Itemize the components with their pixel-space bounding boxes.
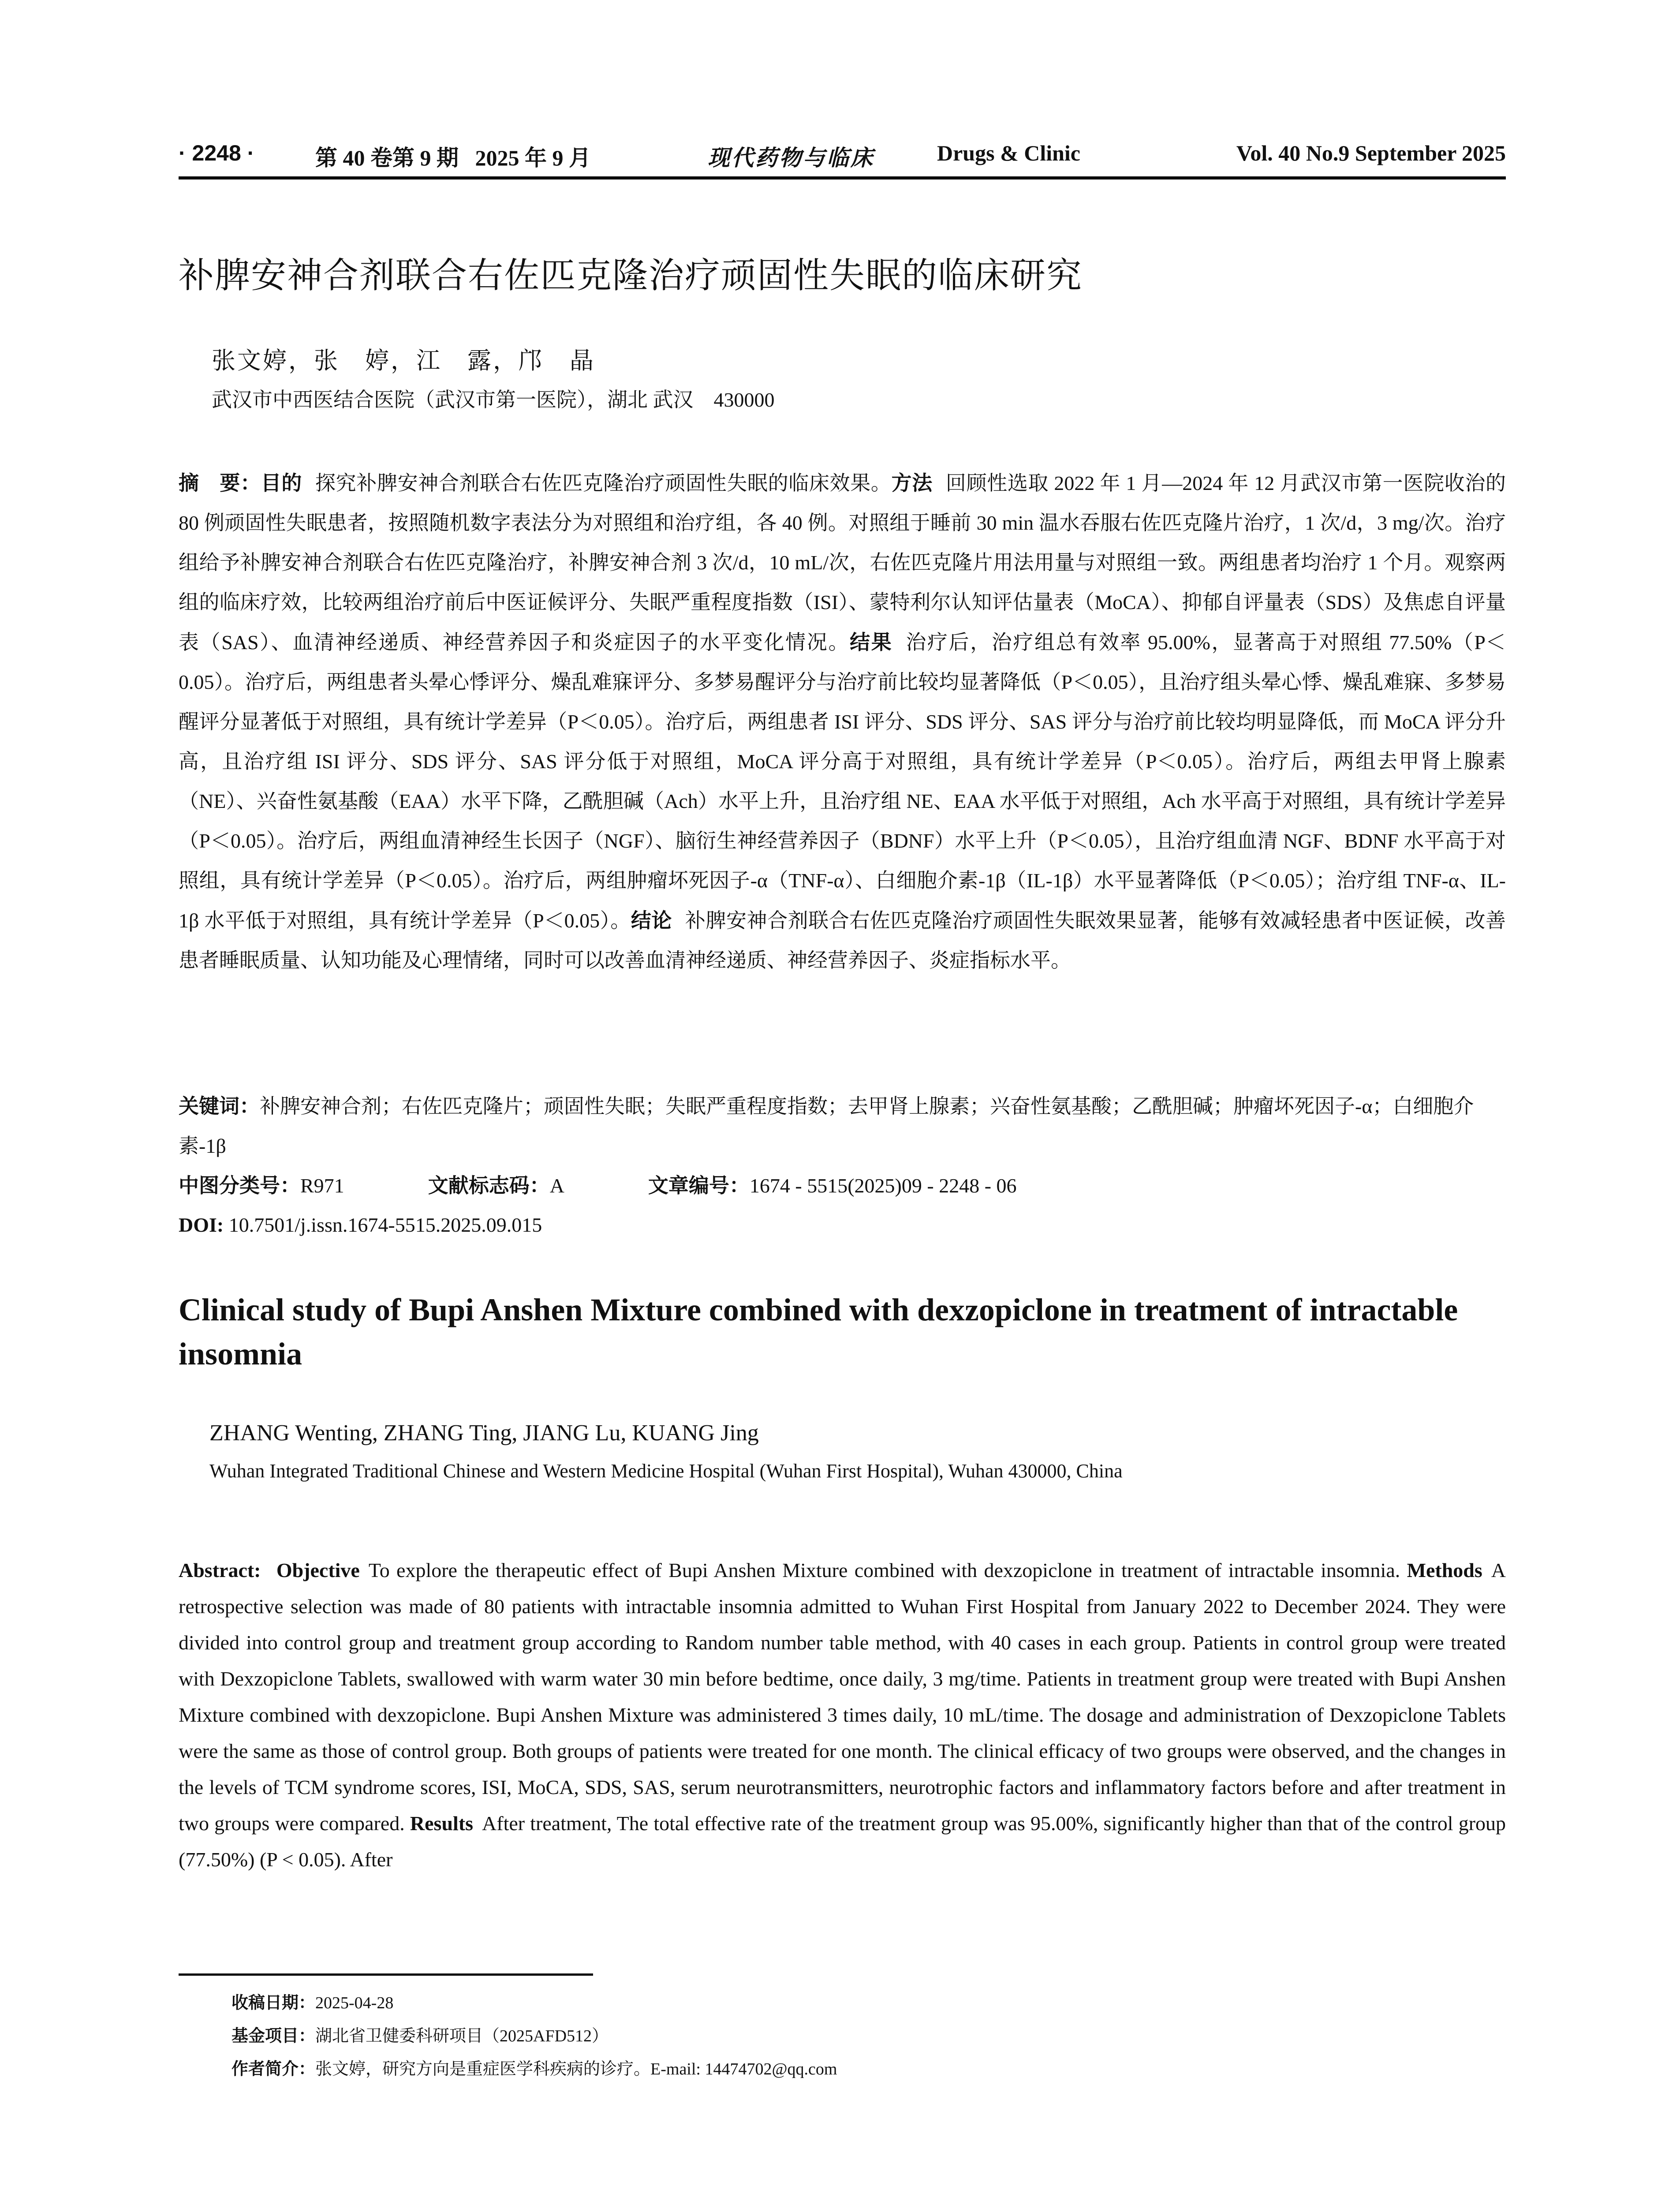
article-no-value: 1674 - 5515(2025)09 - 2248 - 06: [749, 1174, 1017, 1197]
header-rule: [179, 176, 1506, 179]
doc-code-value: A: [549, 1174, 564, 1197]
abstract-en-label: Abstract:: [179, 1559, 261, 1581]
author-bio: [231, 2055, 837, 2079]
received-label: 收稿日期：: [231, 1993, 316, 2012]
doi-link[interactable]: 10.7501/j.issn.1674-5515.2025.09.015: [228, 1214, 542, 1236]
article-number: [648, 1166, 1017, 1206]
affiliation-cn: 武汉市中西医结合医院（武汉市第一医院），湖北 武汉 430000: [212, 389, 775, 411]
objective-text: 探究补脾安神合剂联合右佐匹克隆治疗顽固性失眠的临床效果。: [315, 472, 892, 494]
classification-line: [179, 1166, 1101, 1206]
clc-number: [179, 1166, 344, 1206]
methods-en-text: A retrospective selection was made of 80 patients with intractable insomnia admitted to Wuhan First Hospital from January 2022 to December 2024. They were divided into control group and treatment group according to Random number table method, with 40 cases in each group. Patients in control group were treated with Dexzopiclone Tablets, swallowed with warm water 30 min before bedtime, once daily, 3 mg/time. Patients in treatment group were treated with Bupi Anshen Mixture combined with dexzopiclone. Bupi Anshen Mixture was administered 3 times daily, 10 mL/time. The dosage and administration of Dexzopiclone Tablets were the same as those of control group. Both groups of patients were treated for one month. The clinical efficacy of two groups were observed, and the changes in the levels of TCM syndrome scores, ISI, MoCA, SDS, SAS, serum neurotransmitters, neurotrophic factors and inflammatory factors before and after treatment in two groups were compared.: [179, 1559, 1506, 1835]
keywords-label: 关键词：: [179, 1094, 260, 1118]
methods-en-label: Methods: [1407, 1559, 1482, 1581]
document-code: [428, 1166, 564, 1206]
fund-value: 湖北省卫健委科研项目（2025AFD512）: [315, 2027, 609, 2045]
methods-text: 回顾性选取 2022 年 1 月—2024 年 12 月武汉市第一医院收治的 80 例顽固性失眠患者，按照随机数字表法分为对照组和治疗组，各 40 例。对照组于睡前 30 min 温水吞服右佐匹克隆片治疗，1 次/d，3 mg/次。治疗组给予补脾安神合剂联合右佐匹克隆治疗，补脾安神合剂 3 次/d，10 mL/次，右佐匹克隆片用法用量与对照组一致。两组患者均治疗 1 个月。观察两组的临床疗效，比较两组治疗前后中医证候评分、失眠严重程度指数（ISI）、蒙特利尔认知评估量表（MoCA）、抑郁自评量表（SDS）及焦虑自评量表（SAS）、血清神经递质、神经营养因子和炎症因子的水平变化情况。: [179, 472, 1506, 654]
author-bio-value: 张文婷，研究方向是重症医学科疾病的诊疗。E-mail: 14474702@qq.com: [315, 2060, 837, 2078]
doi-line: [179, 1205, 542, 1245]
results-text: 治疗后，治疗组总有效率 95.00%，显著高于对照组 77.50%（P＜0.05）。治疗后，两组患者头晕心悸评分、燥乱难寐评分、多梦易醒评分与治疗前比较均显著降低（P＜0.05），且治疗组头晕心悸、燥乱难寐、多梦易醒评分显著低于对照组，具有统计学差异（P＜0.05）。治疗后，两组患者 ISI 评分、SDS 评分、SAS 评分与治疗前比较均明显降低，而 MoCA 评分升高，且治疗组 ISI 评分、SDS 评分、SAS 评分低于对照组，MoCA 评分高于对照组，具有统计学差异（P＜0.05）。治疗后，两组去甲肾上腺素（NE）、兴奋性氨基酸（EAA）水平下降，乙酰胆碱（Ach）水平上升，且治疗组 NE、EAA 水平低于对照组，Ach 水平高于对照组，具有统计学差异（P＜0.05）。治疗后，两组血清神经生长因子（NGF）、脑衍生神经营养因子（BDNF）水平上升（P＜0.05），且治疗组血清 NGF、BDNF 水平高于对照组，具有统计学差异（P＜0.05）。治疗后，两组肿瘤坏死因子-α（TNF-α）、白细胞介素-1β（IL-1β）水平显著降低（P＜0.05）；治疗组 TNF-α、IL-1β 水平低于对照组，具有统计学差异（P＜0.05）。: [179, 631, 1506, 932]
authors-en: ZHANG Wenting, ZHANG Ting, JIANG Lu, KUANG Jing: [209, 1420, 759, 1446]
results-label: 结果: [850, 630, 893, 654]
received-date: [231, 1989, 393, 2013]
doc-code-label: 文献标志码：: [428, 1174, 550, 1197]
affiliation-en: Wuhan Integrated Traditional Chinese and Western Medicine Hospital (Wuhan First Hospital), Wuhan 430000, China: [209, 1460, 1123, 1482]
objective-en-text: To explore the therapeutic effect of Bupi Anshen Mixture combined with dexzopiclone in treatment of intractable insomnia.: [368, 1559, 1400, 1581]
keywords-text: 补脾安神合剂；右佐匹克隆片；顽固性失眠；失眠严重程度指数；去甲肾上腺素；兴奋性氨基酸；乙酰胆碱；肿瘤坏死因子-α；白细胞介素-1β: [179, 1095, 1474, 1157]
volume-issue-en: Vol. 40 No.9 September 2025: [1236, 141, 1506, 165]
abstract-cn: [179, 463, 1506, 980]
objective-en-label: Objective: [276, 1559, 360, 1581]
results-en-label: Results: [410, 1812, 474, 1835]
conclusion-label: 结论: [631, 908, 672, 932]
received-value: 2025-04-28: [315, 1994, 394, 2012]
journal-name-en: Drugs & Clinic: [937, 141, 1080, 165]
abstract-en: [179, 1552, 1506, 1878]
running-header: [179, 140, 1506, 171]
clc-label: 中图分类号：: [179, 1174, 300, 1197]
title-cn: 补脾安神合剂联合右佐匹克隆治疗顽固性失眠的临床研究: [179, 255, 1083, 296]
footnote-rule: [179, 1973, 593, 1976]
clc-value: R971: [300, 1174, 344, 1197]
fund-label: 基金项目：: [231, 2026, 316, 2045]
methods-label: 方法: [891, 471, 933, 495]
volume-issue-cn: 第 40 卷第 9 期 2025 年 9 月: [315, 146, 591, 170]
conclusion-text: 补脾安神合剂联合右佐匹克隆治疗顽固性失眠效果显著，能够有效减轻患者中医证候，改善患者睡眠质量、认知功能及心理情绪，同时可以改善血清神经递质、神经营养因子、炎症指标水平。: [179, 909, 1506, 972]
author-bio-label: 作者简介：: [231, 2059, 316, 2078]
journal-name-cn: 现代药物与临床: [708, 146, 874, 170]
page-number: · 2248 ·: [179, 141, 255, 165]
results-en-text: After treatment, The total effective rate of the treatment group was 95.00%, significantly higher than that of the control group (77.50%) (P < 0.05). After: [179, 1812, 1506, 1871]
keywords-cn: [179, 1086, 1506, 1166]
title-en: Clinical study of Bupi Anshen Mixture combined with dexzopiclone in treatment of intractable insomnia: [179, 1292, 1458, 1372]
abstract-label: 摘 要：: [179, 471, 261, 495]
doi-label: DOI:: [179, 1214, 224, 1236]
article-no-label: 文章编号：: [648, 1174, 750, 1197]
authors-cn: 张文婷，张 婷，江 露，邝 晶: [212, 348, 595, 374]
fund-project: [231, 2022, 609, 2046]
objective-label: 目的: [261, 471, 302, 495]
